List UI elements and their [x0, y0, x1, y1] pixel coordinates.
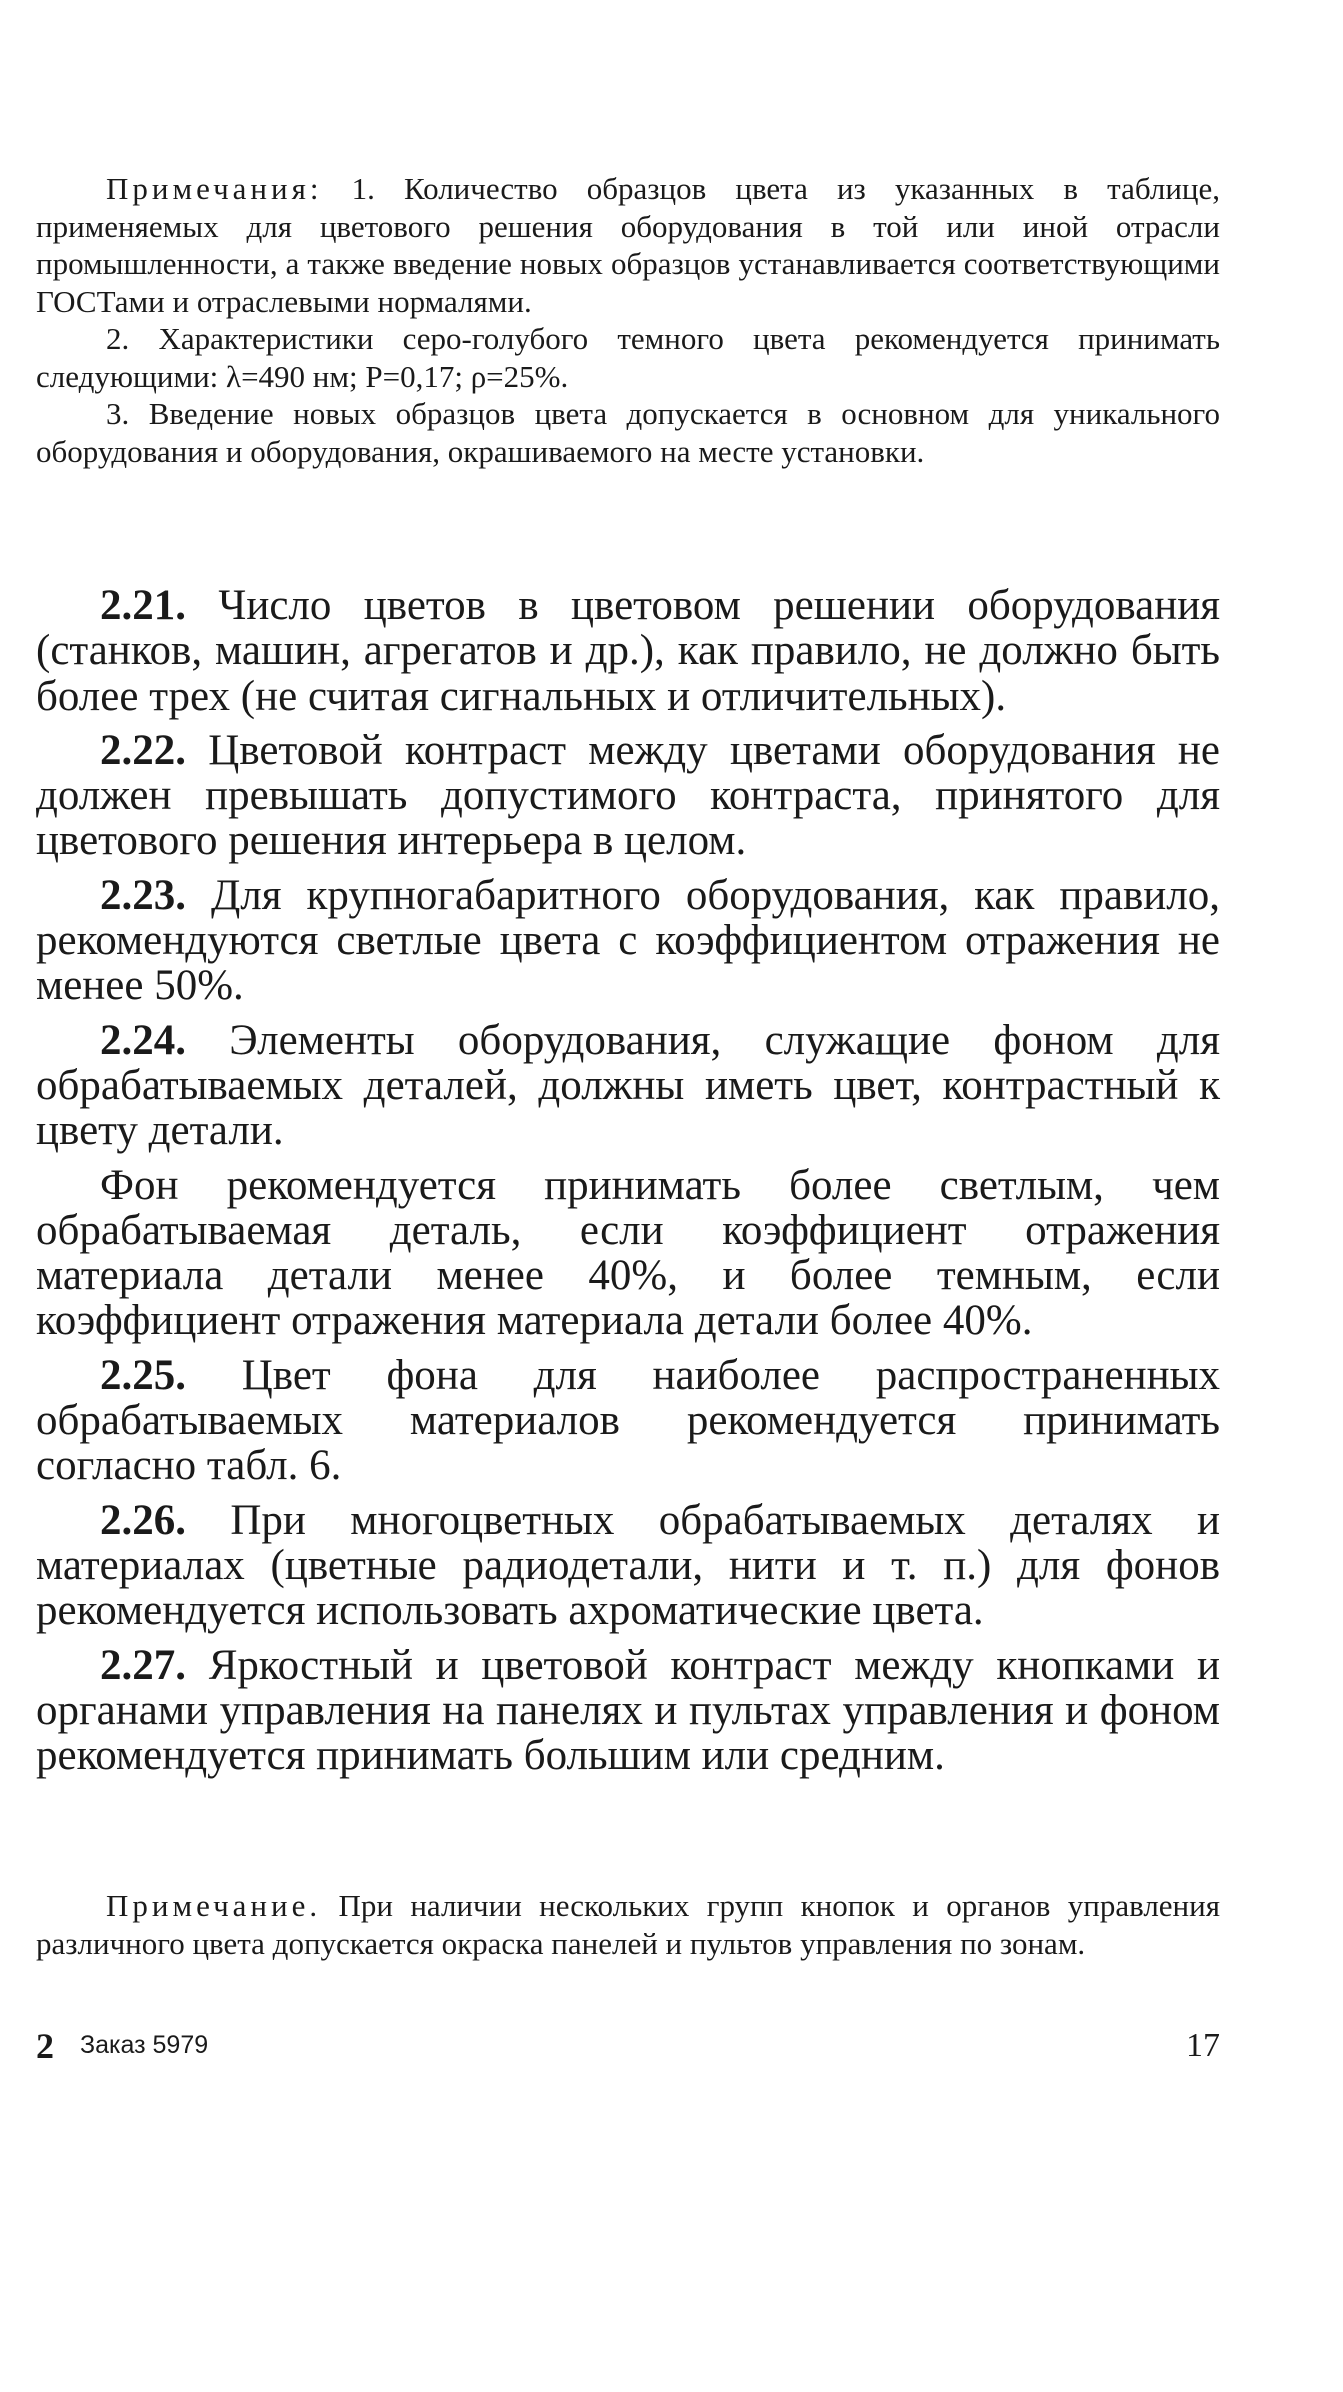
- section-number: 2.23.: [100, 871, 186, 919]
- section-number: 2.24.: [100, 1016, 186, 1064]
- section-2-21: [36, 583, 1220, 719]
- section-2-22: [36, 728, 1220, 864]
- note-item-1-text: 1. Количество образцов цвета из указанных в таблице, применяемых для цветового решения оборудования в той или иной отрасли промышленности, а также введение новых образцов устанавливается соответствующими ГОСТами и отраслевыми нормалями.: [36, 171, 1221, 319]
- section-number: 2.22.: [100, 726, 186, 774]
- notes-block: [36, 170, 1220, 470]
- section-number: 2.27.: [100, 1641, 186, 1689]
- main-text: [36, 583, 1220, 1787]
- section-text: Число цветов в цветовом решении оборудования (станков, машин, агрегатов и др.), как правило, не должно быть более трех (не считая сигнальных и отличительных).: [36, 582, 1220, 720]
- section-text: Цвет фона для наиболее распространенных обрабатываемых материалов рекомендуется принимать согласно табл. 6.: [36, 1351, 1221, 1490]
- final-note-text: При наличии нескольких групп кнопок и органов управления различного цвета допускается окраска панелей и пультов управления по зонам.: [36, 1888, 1220, 1961]
- section-text: Элементы оборудования, служащие фоном для обрабатываемых деталей, должны иметь цвет, контрастный к цвету детали.: [36, 1016, 1221, 1155]
- section-2-24: [36, 1018, 1220, 1154]
- notes-heading: Примечания:: [106, 171, 323, 206]
- note-item-2: [36, 320, 1220, 395]
- page-footer: [36, 2025, 1220, 2075]
- page-number: 17: [1186, 2027, 1220, 2064]
- section-2-25: [36, 1353, 1220, 1489]
- section-2-24-continued: [36, 1163, 1220, 1344]
- section-2-26: [36, 1498, 1220, 1634]
- section-number: 2.25.: [100, 1351, 186, 1399]
- note-item-2-text: 2. Характеристики серо-голубого темного цвета рекомендуется принимать следующими: λ=490 нм; P=0,17; ρ=25%.: [36, 321, 1220, 394]
- final-note-paragraph: [36, 1887, 1220, 1962]
- section-2-23: [36, 873, 1220, 1009]
- note-item-3: [36, 395, 1220, 470]
- final-note: [36, 1887, 1220, 1962]
- signature-number: 2: [36, 2026, 54, 2066]
- note-item-3-text: 3. Введение новых образцов цвета допускается в основном для уникального оборудования и оборудования, окрашиваемого на месте установки.: [36, 396, 1220, 469]
- section-text: Цветовой контраст между цветами оборудования не должен превышать допустимого контраста, принятого для цветового решения интерьера в целом.: [36, 726, 1221, 865]
- section-text: Для крупногабаритного оборудования, как правило, рекомендуются светлые цвета с коэффициентом отражения не менее 50%.: [36, 871, 1220, 1010]
- section-2-27: [36, 1643, 1220, 1779]
- final-note-heading: Примечание.: [106, 1888, 322, 1923]
- section-number: 2.21.: [100, 582, 186, 629]
- section-text: Яркостный и цветовой контраст между кнопками и органами управления на панелях и пультах управления и фоном рекомендуется принимать большим или средним.: [36, 1641, 1221, 1780]
- section-number: 2.26.: [100, 1496, 186, 1544]
- section-text: При многоцветных обрабатываемых деталях и материалах (цветные радиодетали, нити и т. п.) для фонов рекомендуется использовать ахроматические цвета.: [36, 1496, 1220, 1635]
- note-item-1: [36, 170, 1220, 320]
- signature-text: Заказ 5979: [80, 2031, 209, 2059]
- section-text: Фон рекомендуется принимать более светлым, чем обрабатываемая деталь, если коэффициент отражения материала детали менее 40%, и более темным, если коэффициент отражения материала детали более 40%.: [36, 1161, 1220, 1345]
